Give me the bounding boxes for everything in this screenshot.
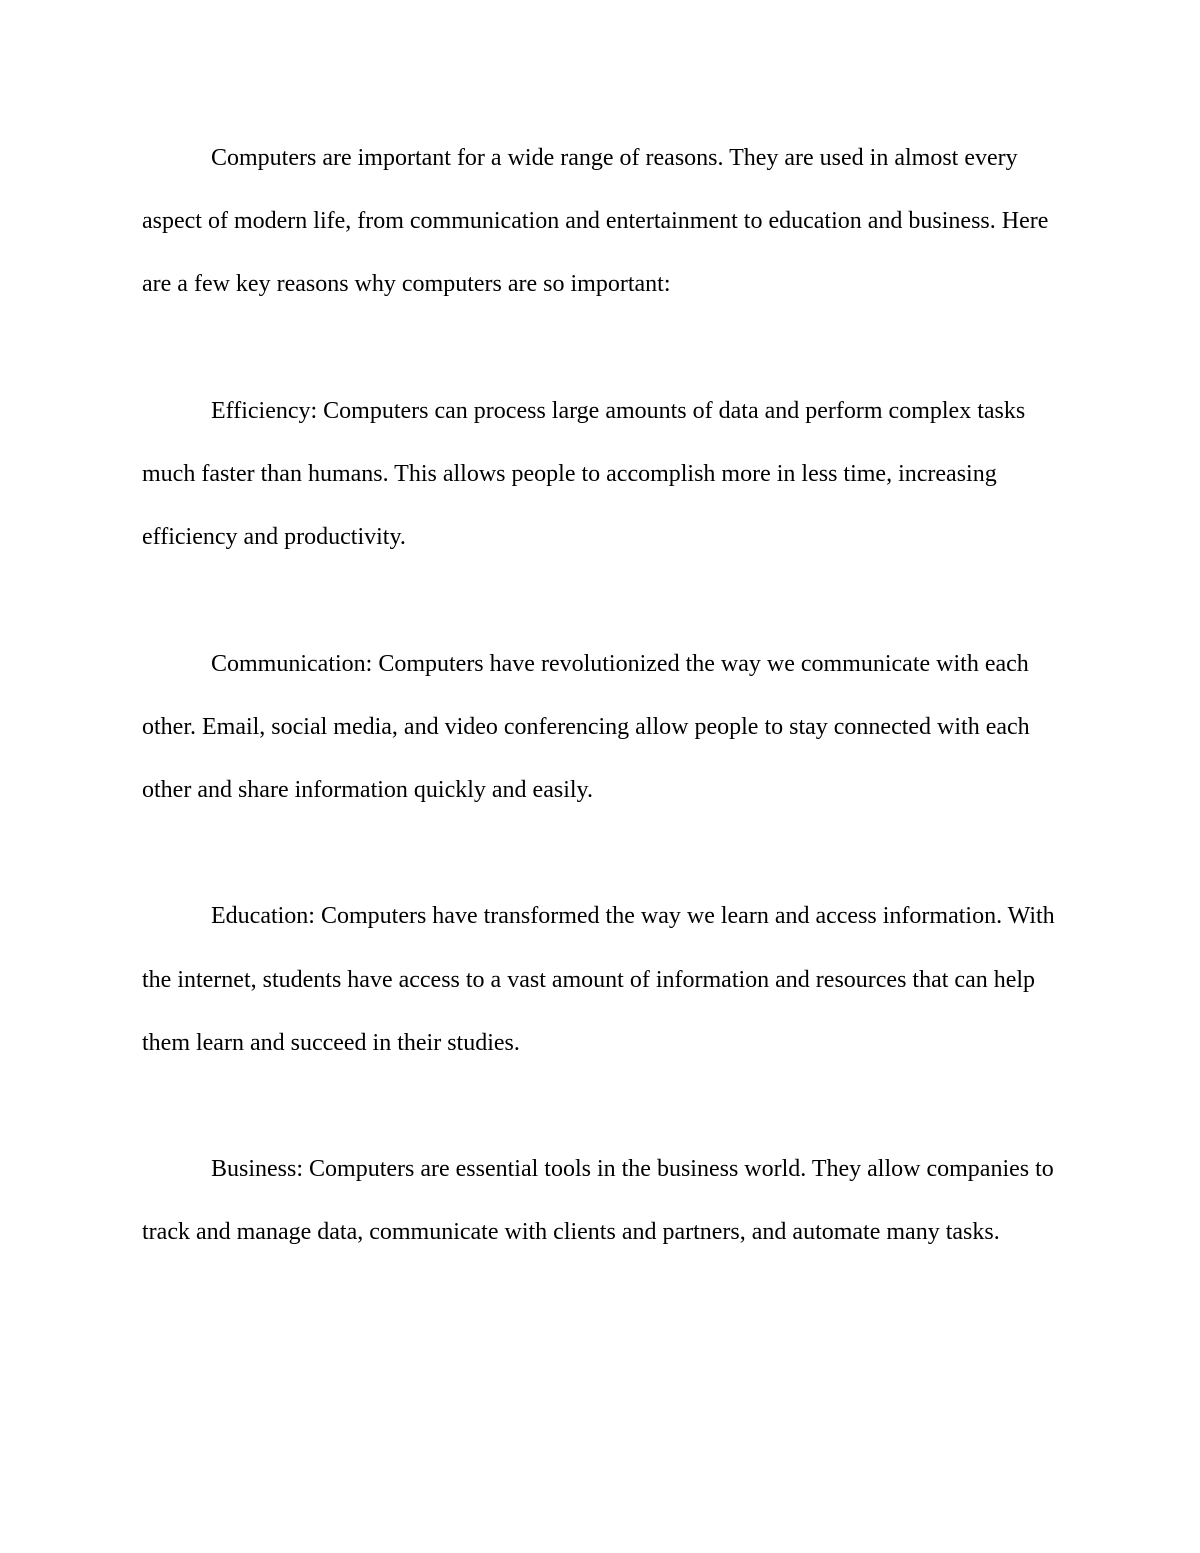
document-body	[142, 127, 1060, 1265]
paragraph-business: Business: Computers are essential tools in the business world. They allow companies to track and manage data, communicate with clients and partners, and automate many tasks.	[142, 1156, 1054, 1246]
paragraph-education: Education: Computers have transformed the way we learn and access information. With the internet, students have access to a vast amount of information and resources that can help them learn and succeed in their studies.	[142, 903, 1055, 1056]
paragraph-efficiency: Efficiency: Computers can process large amounts of data and perform complex tasks much faster than humans. This allows people to accomplish more in less time, increasing efficiency and productivity.	[142, 397, 1026, 551]
paragraph-intro: Computers are important for a wide range of reasons. They are used in almost every aspect of modern life, from communication and entertainment to education and business. Here are a few key reasons why computers are so important:	[142, 145, 1049, 298]
paragraph-communication: Communication: Computers have revolutionized the way we communicate with each other. Email, social media, and video conferencing allow people to stay connected with each other and share information quickly and easily.	[142, 650, 1030, 803]
